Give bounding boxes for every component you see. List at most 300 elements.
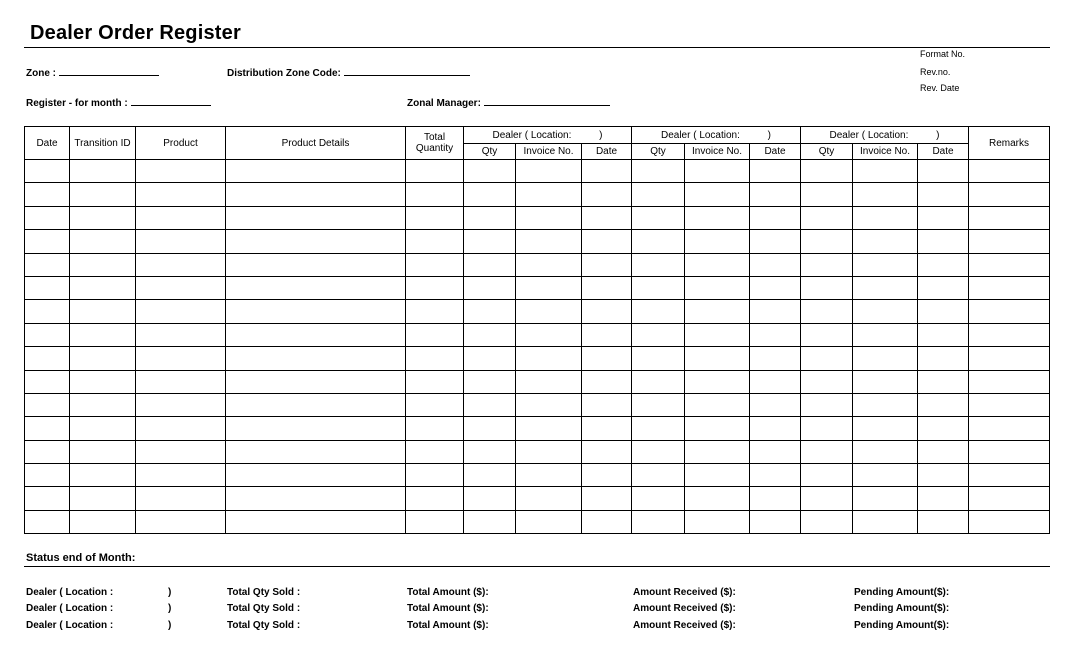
table-cell[interactable] (226, 464, 406, 487)
table-cell[interactable] (969, 440, 1050, 463)
table-cell[interactable] (25, 183, 70, 206)
table-cell[interactable] (750, 253, 801, 276)
table-cell[interactable] (685, 347, 750, 370)
table-cell[interactable] (226, 393, 406, 416)
table-cell[interactable] (582, 417, 632, 440)
table-cell[interactable] (136, 347, 226, 370)
table-cell[interactable] (582, 510, 632, 533)
table-cell[interactable] (801, 230, 853, 253)
zone-input[interactable] (59, 66, 159, 76)
table-cell[interactable] (685, 323, 750, 346)
table-cell[interactable] (685, 253, 750, 276)
table-cell[interactable] (25, 464, 70, 487)
table-cell[interactable] (464, 206, 516, 229)
table-cell[interactable] (801, 160, 853, 183)
table-cell[interactable] (801, 276, 853, 299)
table-cell[interactable] (801, 464, 853, 487)
table-cell[interactable] (516, 393, 582, 416)
table-cell[interactable] (685, 300, 750, 323)
table-row (25, 300, 1050, 323)
status-total-amount: Total Amount ($): (407, 587, 489, 598)
table-cell[interactable] (853, 323, 918, 346)
table-cell[interactable] (918, 276, 969, 299)
table-cell[interactable] (918, 464, 969, 487)
register-month-input[interactable] (131, 96, 211, 106)
table-cell[interactable] (406, 464, 464, 487)
table-cell[interactable] (136, 300, 226, 323)
table-cell[interactable] (632, 160, 685, 183)
table-cell[interactable] (750, 487, 801, 510)
table-cell[interactable] (226, 276, 406, 299)
table-cell[interactable] (969, 323, 1050, 346)
table-cell[interactable] (70, 276, 136, 299)
table-cell[interactable] (969, 206, 1050, 229)
table-cell[interactable] (685, 393, 750, 416)
col-header-invoice-no: Invoice No. (685, 144, 750, 160)
table-cell[interactable] (136, 160, 226, 183)
table-cell[interactable] (464, 510, 516, 533)
table-cell[interactable] (685, 160, 750, 183)
table-row (25, 253, 1050, 276)
status-dealer-label: Dealer ( Location : (26, 587, 114, 598)
table-cell[interactable] (406, 160, 464, 183)
table-cell[interactable] (685, 510, 750, 533)
table-cell[interactable] (750, 183, 801, 206)
table-cell[interactable] (750, 510, 801, 533)
col-header-qty: Qty (801, 144, 853, 160)
table-cell[interactable] (918, 206, 969, 229)
table-cell[interactable] (136, 206, 226, 229)
table-cell[interactable] (25, 370, 70, 393)
total-quantity-line1: Total (423, 132, 446, 143)
status-heading: Status end of Month: (26, 552, 136, 564)
table-cell[interactable] (25, 510, 70, 533)
table-cell[interactable] (969, 370, 1050, 393)
table-cell[interactable] (582, 487, 632, 510)
table-row (25, 487, 1050, 510)
table-cell[interactable] (801, 370, 853, 393)
table-cell[interactable] (632, 253, 685, 276)
table-cell[interactable] (685, 230, 750, 253)
table-cell[interactable] (226, 206, 406, 229)
table-body (25, 160, 1050, 534)
table-cell[interactable] (70, 230, 136, 253)
status-total-amount: Total Amount ($): (407, 603, 489, 614)
table-cell[interactable] (406, 323, 464, 346)
table-cell[interactable] (632, 230, 685, 253)
table-cell[interactable] (136, 323, 226, 346)
table-cell[interactable] (464, 464, 516, 487)
table-row (25, 417, 1050, 440)
table-cell[interactable] (136, 370, 226, 393)
table-cell[interactable] (516, 276, 582, 299)
table-cell[interactable] (226, 160, 406, 183)
table-cell[interactable] (632, 206, 685, 229)
table-cell[interactable] (918, 323, 969, 346)
table-cell[interactable] (25, 347, 70, 370)
distribution-zone-code-label: Distribution Zone Code: (227, 68, 341, 79)
table-cell[interactable] (406, 183, 464, 206)
table-cell[interactable] (685, 417, 750, 440)
table-cell[interactable] (685, 183, 750, 206)
table-cell[interactable] (632, 510, 685, 533)
table-cell[interactable] (853, 206, 918, 229)
table-cell[interactable] (70, 417, 136, 440)
zone-label: Zone : (26, 68, 56, 79)
table-cell[interactable] (853, 347, 918, 370)
table-cell[interactable] (516, 347, 582, 370)
table-cell[interactable] (226, 510, 406, 533)
table-cell[interactable] (406, 206, 464, 229)
col-header-dealer-date: Date (750, 144, 801, 160)
table-cell[interactable] (70, 323, 136, 346)
table-cell[interactable] (582, 370, 632, 393)
status-dealer-close: ) (168, 587, 172, 598)
total-quantity-line2: Quantity (415, 143, 454, 154)
table-cell[interactable] (969, 510, 1050, 533)
table-cell[interactable] (25, 160, 70, 183)
table-cell[interactable] (853, 510, 918, 533)
table-cell[interactable] (853, 440, 918, 463)
table-cell[interactable] (516, 160, 582, 183)
col-header-qty: Qty (632, 144, 685, 160)
table-cell[interactable] (853, 183, 918, 206)
table-cell[interactable] (70, 300, 136, 323)
table-cell[interactable] (136, 464, 226, 487)
dealer-group-header-1: Dealer ( Location: ) (464, 127, 632, 144)
table-cell[interactable] (406, 300, 464, 323)
table-cell[interactable] (801, 183, 853, 206)
table-cell[interactable] (853, 487, 918, 510)
dealer-group-header-3: Dealer ( Location: ) (801, 127, 969, 144)
table-cell[interactable] (969, 393, 1050, 416)
table-cell[interactable] (226, 300, 406, 323)
table-cell[interactable] (801, 393, 853, 416)
distribution-zone-code-field (227, 66, 470, 79)
table-cell[interactable] (801, 347, 853, 370)
col-header-invoice-no: Invoice No. (853, 144, 918, 160)
table-cell[interactable] (25, 230, 70, 253)
table-cell[interactable] (516, 183, 582, 206)
table-cell[interactable] (136, 230, 226, 253)
table-cell[interactable] (70, 183, 136, 206)
table-cell[interactable] (750, 276, 801, 299)
table-row (25, 370, 1050, 393)
table-cell[interactable] (750, 323, 801, 346)
table-cell[interactable] (226, 347, 406, 370)
table-cell[interactable] (969, 417, 1050, 440)
table-cell[interactable] (853, 417, 918, 440)
status-dealer-close: ) (168, 620, 172, 631)
table-cell[interactable] (516, 230, 582, 253)
table-cell[interactable] (136, 487, 226, 510)
table-cell[interactable] (801, 206, 853, 229)
table-cell[interactable] (918, 183, 969, 206)
table-cell[interactable] (853, 300, 918, 323)
table-cell[interactable] (750, 300, 801, 323)
table-cell[interactable] (750, 417, 801, 440)
table-cell[interactable] (464, 276, 516, 299)
table-cell[interactable] (918, 347, 969, 370)
table-cell[interactable] (853, 370, 918, 393)
table-cell[interactable] (406, 440, 464, 463)
table-cell[interactable] (918, 230, 969, 253)
status-total-qty-sold: Total Qty Sold : (227, 620, 301, 631)
table-cell[interactable] (801, 440, 853, 463)
table-cell[interactable] (25, 253, 70, 276)
table-cell[interactable] (70, 347, 136, 370)
table-cell[interactable] (918, 487, 969, 510)
table-cell[interactable] (582, 440, 632, 463)
table-cell[interactable] (516, 510, 582, 533)
table-cell[interactable] (226, 230, 406, 253)
table-cell[interactable] (632, 440, 685, 463)
table-cell[interactable] (226, 183, 406, 206)
table-cell[interactable] (406, 510, 464, 533)
status-total-qty-sold: Total Qty Sold : (227, 587, 301, 598)
table-cell[interactable] (406, 417, 464, 440)
table-cell[interactable] (750, 370, 801, 393)
table-cell[interactable] (582, 253, 632, 276)
table-cell[interactable] (70, 370, 136, 393)
table-cell[interactable] (582, 464, 632, 487)
table-cell[interactable] (918, 300, 969, 323)
table-cell[interactable] (632, 300, 685, 323)
table-cell[interactable] (969, 253, 1050, 276)
table-cell[interactable] (464, 417, 516, 440)
table-cell[interactable] (464, 370, 516, 393)
table-cell[interactable] (136, 183, 226, 206)
table-cell[interactable] (750, 160, 801, 183)
table-cell[interactable] (750, 206, 801, 229)
table-cell[interactable] (750, 464, 801, 487)
table-cell[interactable] (801, 487, 853, 510)
col-header-dealer-date: Date (582, 144, 632, 160)
table-cell[interactable] (918, 440, 969, 463)
table-cell[interactable] (464, 253, 516, 276)
table-cell[interactable] (25, 276, 70, 299)
table-cell[interactable] (969, 347, 1050, 370)
table-cell[interactable] (918, 510, 969, 533)
table-cell[interactable] (226, 253, 406, 276)
table-row (25, 206, 1050, 229)
table-row (25, 464, 1050, 487)
table-cell[interactable] (70, 440, 136, 463)
table-cell[interactable] (25, 487, 70, 510)
table-cell[interactable] (25, 417, 70, 440)
table-cell[interactable] (801, 253, 853, 276)
table-cell[interactable] (801, 417, 853, 440)
table-cell[interactable] (969, 300, 1050, 323)
table-cell[interactable] (582, 276, 632, 299)
table-cell[interactable] (582, 323, 632, 346)
table-cell[interactable] (853, 230, 918, 253)
table-cell[interactable] (969, 276, 1050, 299)
table-cell[interactable] (632, 347, 685, 370)
table-cell[interactable] (969, 183, 1050, 206)
table-cell[interactable] (853, 464, 918, 487)
table-cell[interactable] (969, 464, 1050, 487)
table-cell[interactable] (685, 487, 750, 510)
table-cell[interactable] (582, 347, 632, 370)
table-cell[interactable] (464, 347, 516, 370)
status-total-amount: Total Amount ($): (407, 620, 489, 631)
table-cell[interactable] (406, 393, 464, 416)
table-cell[interactable] (226, 417, 406, 440)
table-cell[interactable] (226, 323, 406, 346)
table-cell[interactable] (70, 487, 136, 510)
table-cell[interactable] (226, 370, 406, 393)
table-cell[interactable] (969, 230, 1050, 253)
col-header-invoice-no: Invoice No. (516, 144, 582, 160)
status-divider (24, 566, 1050, 567)
table-row (25, 276, 1050, 299)
table-cell[interactable] (136, 276, 226, 299)
table-cell[interactable] (632, 323, 685, 346)
table-cell[interactable] (801, 323, 853, 346)
table-cell[interactable] (685, 440, 750, 463)
table-cell[interactable] (136, 393, 226, 416)
table-cell[interactable] (25, 393, 70, 416)
table-cell[interactable] (70, 393, 136, 416)
table-cell[interactable] (464, 487, 516, 510)
status-dealer-label: Dealer ( Location : (26, 620, 114, 631)
table-cell[interactable] (632, 393, 685, 416)
col-header-product: Product (136, 127, 226, 160)
table-cell[interactable] (70, 510, 136, 533)
table-cell[interactable] (516, 253, 582, 276)
table-cell[interactable] (801, 510, 853, 533)
table-cell[interactable] (750, 440, 801, 463)
table-cell[interactable] (406, 347, 464, 370)
table-row (25, 347, 1050, 370)
zone-field (26, 66, 159, 79)
table-cell[interactable] (136, 417, 226, 440)
table-cell[interactable] (25, 206, 70, 229)
table-cell[interactable] (918, 417, 969, 440)
table-cell[interactable] (685, 276, 750, 299)
table-cell[interactable] (685, 206, 750, 229)
table-cell[interactable] (226, 487, 406, 510)
distribution-zone-code-input[interactable] (344, 66, 470, 76)
table-row (25, 510, 1050, 533)
table-cell[interactable] (464, 300, 516, 323)
table-cell[interactable] (516, 206, 582, 229)
table-cell[interactable] (516, 440, 582, 463)
status-total-qty-sold: Total Qty Sold : (227, 603, 301, 614)
table-cell[interactable] (406, 276, 464, 299)
status-amount-received: Amount Received ($): (633, 603, 736, 614)
table-cell[interactable] (516, 300, 582, 323)
zonal-manager-input[interactable] (484, 96, 610, 106)
zonal-manager-label: Zonal Manager: (407, 98, 481, 109)
table-cell[interactable] (70, 253, 136, 276)
table-cell[interactable] (632, 276, 685, 299)
table-cell[interactable] (136, 510, 226, 533)
col-header-date: Date (25, 127, 70, 160)
table-cell[interactable] (464, 323, 516, 346)
title-divider (24, 47, 1050, 48)
table-cell[interactable] (25, 300, 70, 323)
status-amount-received: Amount Received ($): (633, 620, 736, 631)
col-header-total-quantity (406, 127, 464, 160)
table-cell[interactable] (801, 300, 853, 323)
table-cell[interactable] (406, 370, 464, 393)
table-cell[interactable] (226, 440, 406, 463)
table-cell[interactable] (25, 323, 70, 346)
table-cell[interactable] (406, 487, 464, 510)
table-cell[interactable] (918, 253, 969, 276)
table-cell[interactable] (70, 206, 136, 229)
table-cell[interactable] (516, 464, 582, 487)
table-cell[interactable] (582, 300, 632, 323)
table-cell[interactable] (918, 370, 969, 393)
status-dealer-close: ) (168, 603, 172, 614)
dealer-order-table (24, 126, 1050, 534)
table-cell[interactable] (582, 393, 632, 416)
table-cell[interactable] (632, 370, 685, 393)
table-row (25, 393, 1050, 416)
table-cell[interactable] (582, 183, 632, 206)
table-cell[interactable] (582, 230, 632, 253)
table-cell[interactable] (516, 487, 582, 510)
table-cell[interactable] (70, 160, 136, 183)
table-cell[interactable] (853, 276, 918, 299)
table-cell[interactable] (853, 253, 918, 276)
col-header-qty: Qty (464, 144, 516, 160)
table-cell[interactable] (25, 440, 70, 463)
table-cell[interactable] (750, 347, 801, 370)
table-cell[interactable] (853, 160, 918, 183)
table-cell[interactable] (632, 487, 685, 510)
table-cell[interactable] (516, 417, 582, 440)
table-cell[interactable] (582, 206, 632, 229)
table-row (25, 230, 1050, 253)
table-cell[interactable] (464, 160, 516, 183)
table-cell[interactable] (969, 160, 1050, 183)
table-cell[interactable] (632, 183, 685, 206)
table-cell[interactable] (582, 160, 632, 183)
table-cell[interactable] (464, 230, 516, 253)
table-cell[interactable] (918, 160, 969, 183)
table-cell[interactable] (406, 230, 464, 253)
table-cell[interactable] (464, 440, 516, 463)
table-cell[interactable] (750, 393, 801, 416)
table-cell[interactable] (406, 253, 464, 276)
status-amount-received: Amount Received ($): (633, 587, 736, 598)
table-cell[interactable] (632, 464, 685, 487)
table-cell[interactable] (516, 323, 582, 346)
table-cell[interactable] (685, 464, 750, 487)
table-cell[interactable] (750, 230, 801, 253)
table-cell[interactable] (136, 440, 226, 463)
table-cell[interactable] (853, 393, 918, 416)
table-cell[interactable] (632, 417, 685, 440)
table-cell[interactable] (516, 370, 582, 393)
table-row (25, 323, 1050, 346)
table-cell[interactable] (136, 253, 226, 276)
table-cell[interactable] (70, 464, 136, 487)
col-header-remarks: Remarks (969, 127, 1050, 160)
table-cell[interactable] (464, 393, 516, 416)
table-cell[interactable] (685, 370, 750, 393)
table-row (25, 160, 1050, 183)
status-dealer-label: Dealer ( Location : (26, 603, 114, 614)
table-cell[interactable] (918, 393, 969, 416)
col-header-dealer-date: Date (918, 144, 969, 160)
table-cell[interactable] (969, 487, 1050, 510)
table-cell[interactable] (464, 183, 516, 206)
